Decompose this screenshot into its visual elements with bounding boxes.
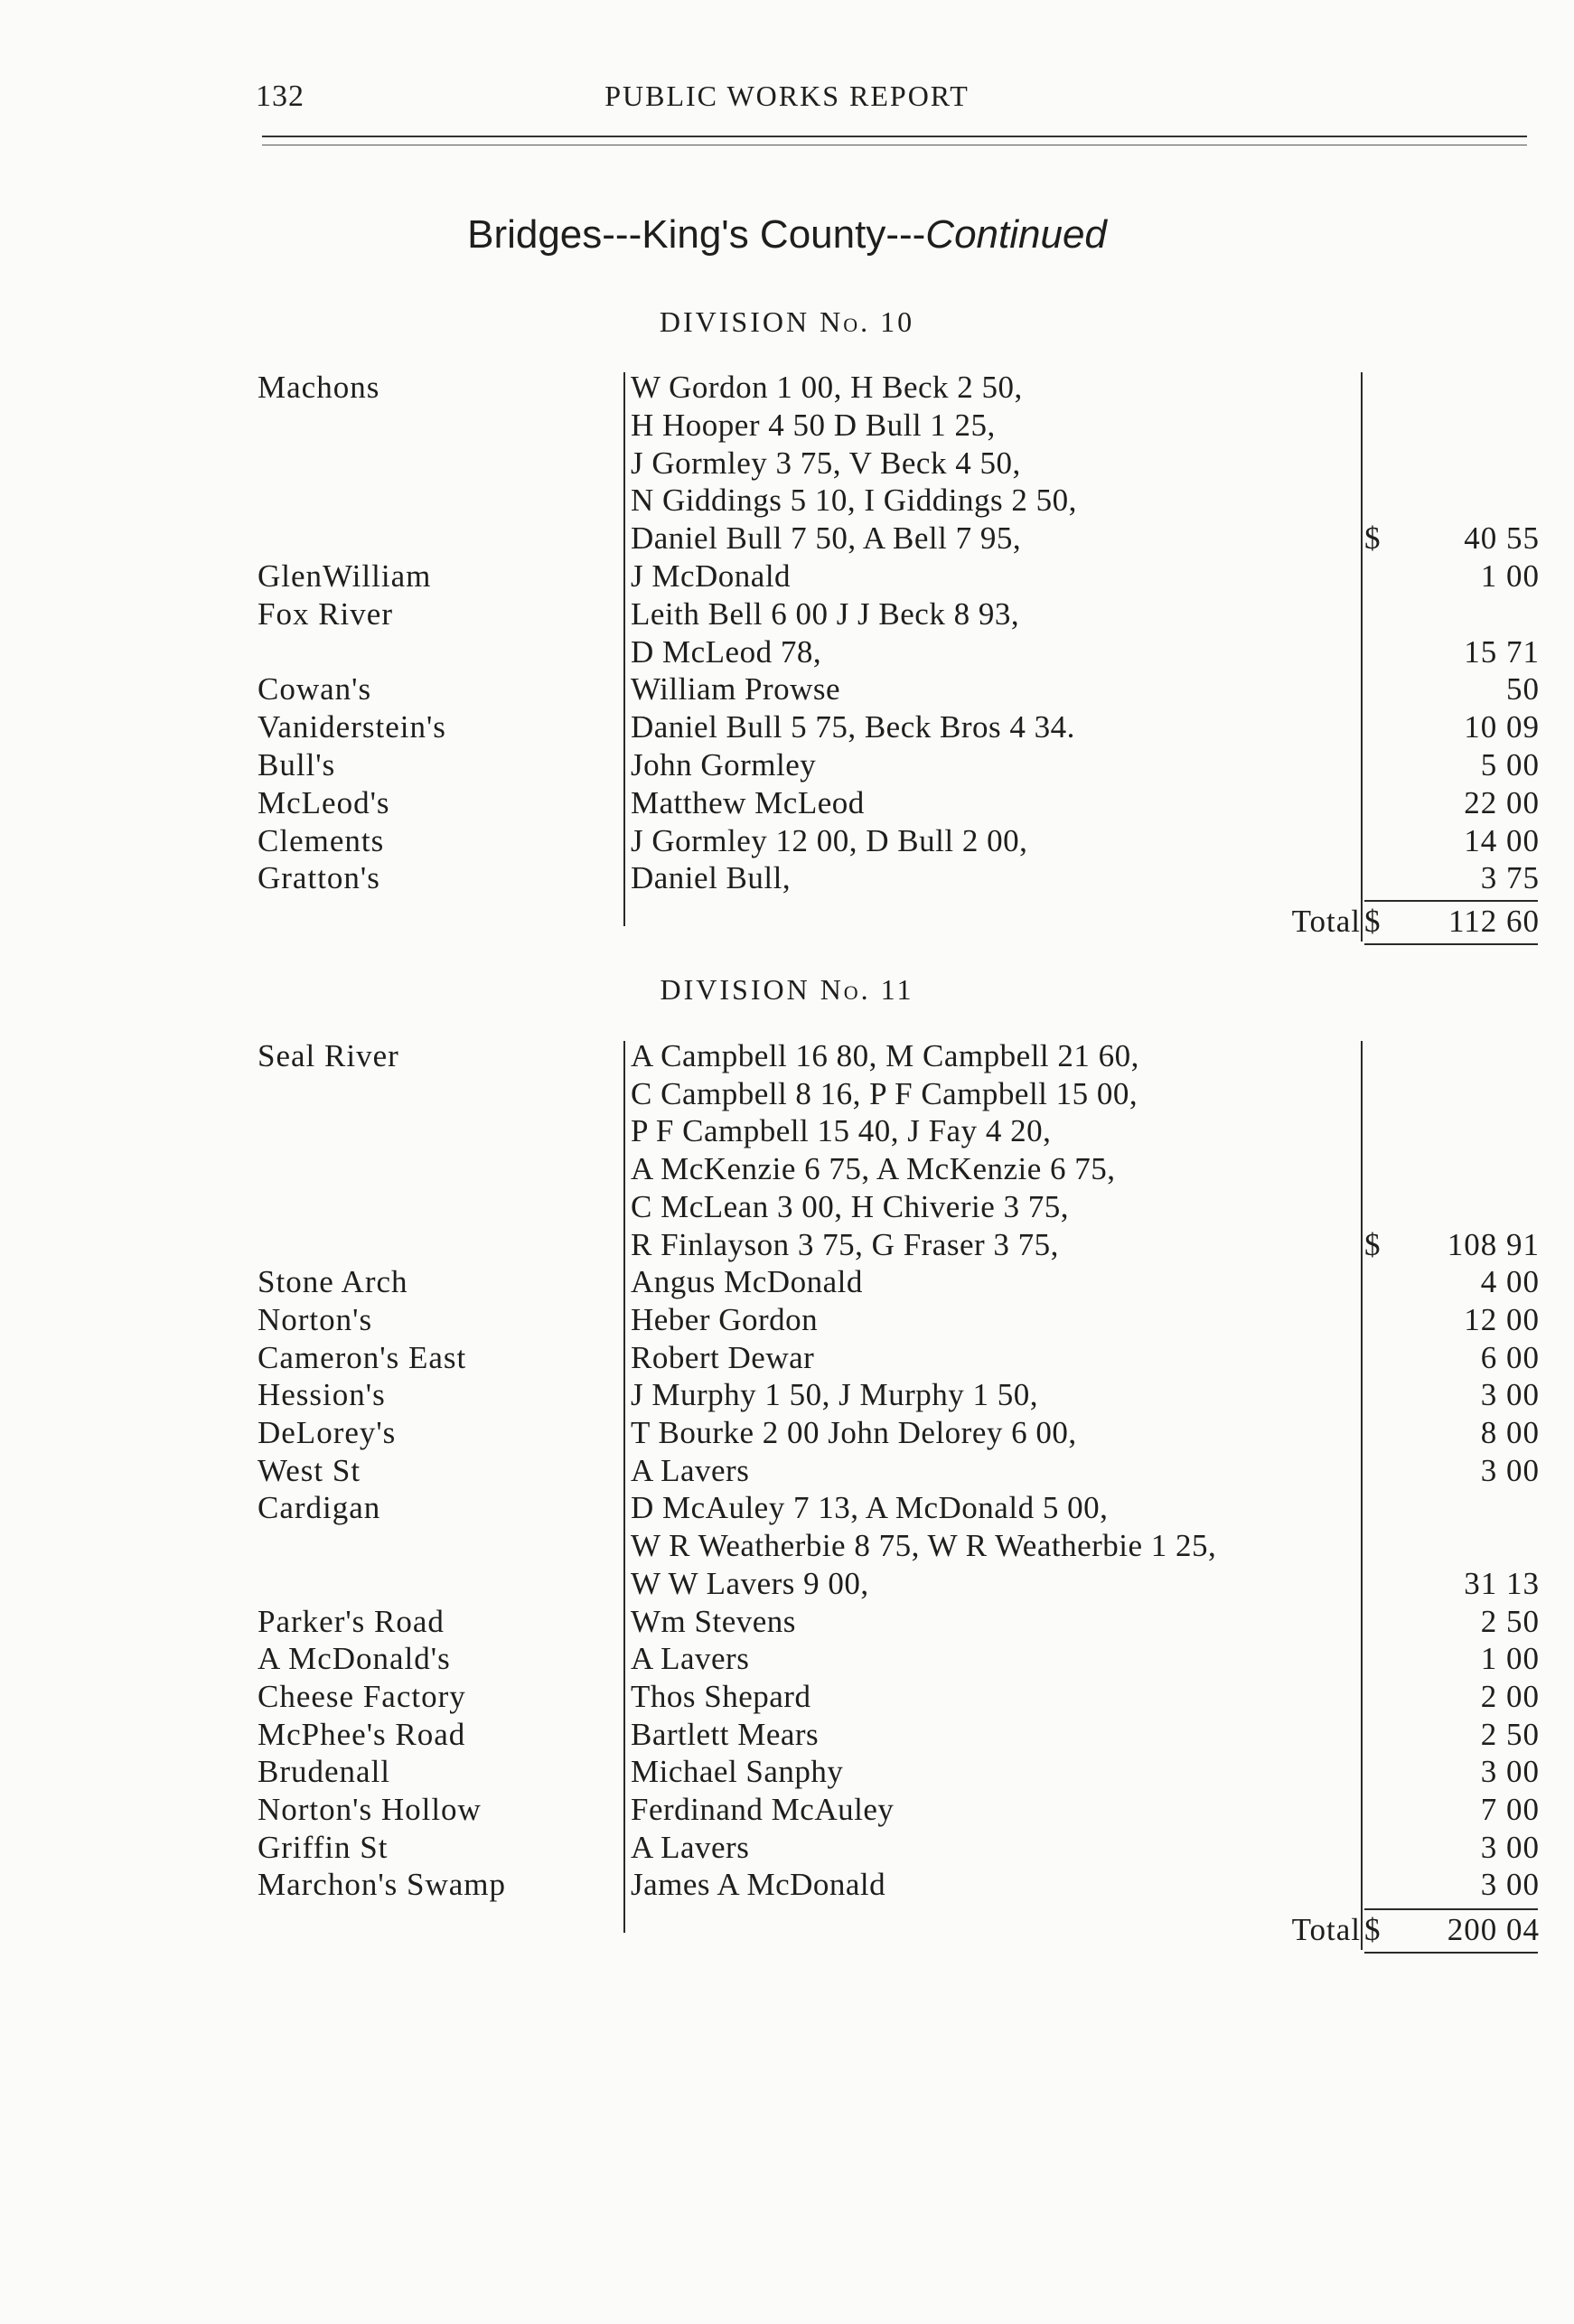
location-cell: Bull's — [258, 747, 336, 782]
table-row — [0, 1188, 1574, 1226]
amount-cell: 2 50 — [1480, 1716, 1540, 1752]
payees-cell: John Gormley — [631, 747, 817, 782]
table-row — [0, 746, 1574, 784]
payees-cell: H Hooper 4 50 D Bull 1 25, — [631, 407, 996, 443]
table-row — [0, 633, 1574, 671]
location-cell: Brudenall — [258, 1754, 391, 1790]
section-title — [0, 212, 1574, 258]
table-row — [0, 822, 1574, 860]
header-rule — [262, 136, 1527, 137]
table-row — [0, 407, 1574, 445]
location-cell: Gratton's — [258, 860, 380, 896]
table-row — [0, 1527, 1574, 1565]
table-row — [0, 1414, 1574, 1452]
payees-cell: P F Campbell 15 40, J Fay 4 20, — [631, 1113, 1052, 1149]
table-row — [0, 520, 1574, 558]
location-cell: Clements — [258, 822, 385, 858]
table-row — [0, 784, 1574, 822]
table-row — [0, 670, 1574, 708]
table-row — [0, 1829, 1574, 1867]
running-title — [0, 80, 1574, 113]
location-cell: Cameron's East — [258, 1339, 467, 1375]
amount-cell: 1 00 — [1480, 558, 1540, 594]
amount-cell: 5 00 — [1480, 747, 1540, 782]
table-row — [0, 859, 1574, 897]
payees-cell: Heber Gordon — [631, 1301, 819, 1337]
division-heading: DIVISION No. 11 — [660, 973, 914, 1006]
payees-cell: D McAuley 7 13, A McDonald 5 00, — [631, 1490, 1109, 1526]
amount-cell: 40 55 — [1464, 520, 1540, 557]
total-amount: 200 04 — [1447, 1912, 1540, 1947]
table-row — [0, 482, 1574, 520]
location-cell: Griffin St — [258, 1829, 389, 1865]
location-cell: McLeod's — [258, 784, 390, 820]
payees-cell: W R Weatherbie 8 75, W R Weatherbie 1 25, — [631, 1528, 1217, 1564]
table-row — [0, 1226, 1574, 1264]
payees-cell: A Lavers — [631, 1641, 750, 1677]
amount-cell: 3 00 — [1480, 1754, 1540, 1790]
payees-cell: A Lavers — [631, 1452, 750, 1488]
amount-cell: 10 09 — [1464, 709, 1540, 745]
amount-cell: 2 00 — [1480, 1678, 1540, 1714]
table-row — [0, 1263, 1574, 1301]
total-rule — [1364, 1952, 1538, 1954]
payees-cell: Daniel Bull, — [631, 860, 792, 896]
location-cell: Marchon's Swamp — [258, 1867, 507, 1903]
dollar-sign: $ — [1364, 1226, 1381, 1262]
table-row — [0, 445, 1574, 483]
table-row — [0, 1791, 1574, 1829]
payees-cell: C McLean 3 00, H Chiverie 3 75, — [631, 1188, 1069, 1224]
location-cell: A McDonald's — [258, 1641, 451, 1677]
table-row — [0, 558, 1574, 595]
section-title-continued: Continued — [925, 212, 1107, 257]
payees-cell: Matthew McLeod — [631, 784, 865, 820]
payees-cell: Angus McDonald — [631, 1264, 863, 1300]
total-label: Total — [1291, 1912, 1361, 1947]
amount-cell: 108 91 — [1447, 1226, 1540, 1262]
running-title-text: PUBLIC WORKS REPORT — [604, 80, 970, 112]
amount-cell: 2 50 — [1480, 1603, 1540, 1639]
total-amount: 112 60 — [1448, 904, 1540, 939]
total-rule — [1364, 943, 1538, 945]
location-cell: Parker's Road — [258, 1603, 445, 1639]
location-cell: GlenWilliam — [258, 558, 432, 594]
table-row — [0, 1376, 1574, 1414]
payees-cell: Daniel Bull 7 50, A Bell 7 95, — [631, 520, 1022, 557]
location-cell: Vaniderstein's — [258, 709, 446, 745]
location-cell: Hession's — [258, 1377, 386, 1413]
table-row — [0, 595, 1574, 633]
payees-cell: William Prowse — [631, 671, 841, 708]
location-cell: DeLorey's — [258, 1415, 397, 1450]
amount-cell: 7 00 — [1480, 1792, 1540, 1827]
amount-cell: 3 00 — [1480, 1867, 1540, 1903]
location-cell: McPhee's Road — [258, 1716, 466, 1752]
payees-cell: Wm Stevens — [631, 1603, 796, 1639]
location-cell: Cheese Factory — [258, 1678, 466, 1714]
table-row — [0, 1489, 1574, 1527]
amount-cell: 3 00 — [1480, 1377, 1540, 1413]
payees-cell: J Murphy 1 50, J Murphy 1 50, — [631, 1377, 1039, 1413]
table-row — [0, 1753, 1574, 1791]
payees-cell: Ferdinand McAuley — [631, 1792, 895, 1827]
dollar-sign: $ — [1364, 520, 1381, 557]
payees-cell: Robert Dewar — [631, 1339, 815, 1375]
amount-cell: 12 00 — [1464, 1301, 1540, 1337]
amount-cell: 3 00 — [1480, 1452, 1540, 1488]
payees-cell: W Gordon 1 00, H Beck 2 50, — [631, 370, 1023, 405]
amount-cell: 50 — [1506, 671, 1540, 708]
location-cell: Norton's — [258, 1301, 373, 1337]
table-row — [0, 708, 1574, 746]
table-row — [0, 1716, 1574, 1754]
payees-cell: J McDonald — [631, 558, 792, 594]
table-row — [0, 1150, 1574, 1188]
amount-cell: 14 00 — [1464, 822, 1540, 858]
amount-cell: 6 00 — [1480, 1339, 1540, 1375]
table-row — [0, 1640, 1574, 1678]
location-cell: Stone Arch — [258, 1264, 408, 1300]
payees-cell: J Gormley 3 75, V Beck 4 50, — [631, 445, 1021, 481]
payees-cell: Bartlett Mears — [631, 1716, 820, 1752]
total-dollar-sign: $ — [1364, 904, 1381, 939]
table-row — [0, 1603, 1574, 1641]
table-row — [0, 1075, 1574, 1113]
division-heading: DIVISION No. 10 — [659, 305, 915, 338]
amount-cell: 8 00 — [1480, 1415, 1540, 1450]
table-row — [0, 1866, 1574, 1904]
payees-cell: C Campbell 8 16, P F Campbell 15 00, — [631, 1075, 1138, 1111]
table-row — [0, 1339, 1574, 1377]
location-cell: Norton's Hollow — [258, 1792, 482, 1827]
page-number: 132 — [256, 80, 304, 113]
location-cell: Seal River — [258, 1038, 399, 1073]
table-row — [0, 369, 1574, 407]
payees-cell: Thos Shepard — [631, 1678, 811, 1714]
table-row — [0, 1037, 1574, 1075]
payees-cell: Daniel Bull 5 75, Beck Bros 4 34. — [631, 709, 1075, 745]
table-row — [0, 1112, 1574, 1150]
payees-cell: James A McDonald — [631, 1867, 886, 1903]
payees-cell: A McKenzie 6 75, A McKenzie 6 75, — [631, 1151, 1116, 1187]
total-row — [0, 1910, 1574, 1950]
payees-cell: R Finlayson 3 75, G Fraser 3 75, — [631, 1226, 1059, 1262]
amount-cell: 4 00 — [1480, 1264, 1540, 1300]
total-label: Total — [1291, 904, 1361, 939]
table-row — [0, 1678, 1574, 1716]
location-cell: Fox River — [258, 595, 393, 632]
location-cell: Cowan's — [258, 671, 372, 708]
amount-cell: 3 00 — [1480, 1829, 1540, 1865]
payees-cell: T Bourke 2 00 John Delorey 6 00, — [631, 1415, 1077, 1450]
payees-cell: A Lavers — [631, 1829, 750, 1865]
location-cell: West St — [258, 1452, 361, 1488]
amount-cell: 1 00 — [1480, 1641, 1540, 1677]
table-row — [0, 1565, 1574, 1603]
payees-cell: N Giddings 5 10, I Giddings 2 50, — [631, 483, 1077, 519]
total-dollar-sign: $ — [1364, 1912, 1381, 1947]
amount-cell: 31 13 — [1464, 1565, 1540, 1601]
amount-cell: 22 00 — [1464, 784, 1540, 820]
payees-cell: Michael Sanphy — [631, 1754, 844, 1790]
amount-cell: 3 75 — [1480, 860, 1540, 896]
payees-cell: Leith Bell 6 00 J J Beck 8 93, — [631, 595, 1020, 632]
table-row — [0, 1301, 1574, 1339]
payees-cell: W W Lavers 9 00, — [631, 1565, 869, 1601]
payees-cell: J Gormley 12 00, D Bull 2 00, — [631, 822, 1028, 858]
total-row — [0, 902, 1574, 942]
amount-cell: 15 71 — [1464, 633, 1540, 670]
location-cell: Cardigan — [258, 1490, 381, 1526]
table-row — [0, 1452, 1574, 1490]
payees-cell: A Campbell 16 80, M Campbell 21 60, — [631, 1038, 1139, 1073]
payees-cell: D McLeod 78, — [631, 633, 822, 670]
section-title-main: Bridges---King's County--- — [467, 212, 926, 257]
location-cell: Machons — [258, 370, 380, 405]
